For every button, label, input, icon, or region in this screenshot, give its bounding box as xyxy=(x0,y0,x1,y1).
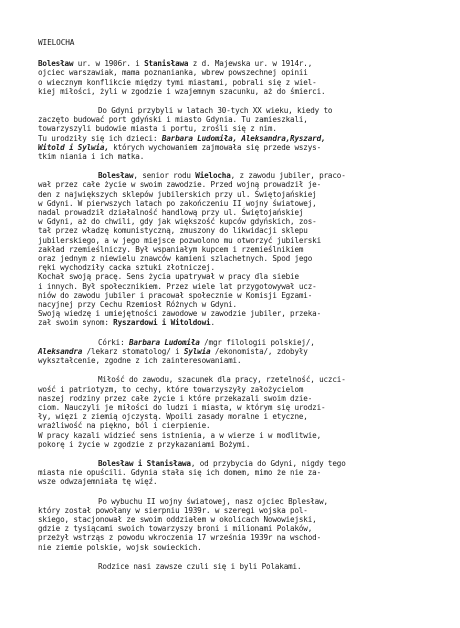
paragraph xyxy=(38,59,430,96)
paragraph xyxy=(38,459,430,487)
text-segment: nacyjnej przy Cechu Rzemiosł Różnych w Gdyni. xyxy=(38,300,237,310)
text-segment: Bolesław xyxy=(38,59,74,69)
text-segment: ojciec warszawiak, mama poznanianka, wbrew powszechnej opinii xyxy=(38,68,308,78)
text-line xyxy=(38,515,430,524)
text-segment: zakład rzemieślniczy. Był wspaniałym kupcem i rzemieślnikiem xyxy=(38,244,304,254)
text-segment: Aleksandra xyxy=(38,346,83,356)
text-segment: Barbara Ludomiła xyxy=(128,337,200,347)
text-segment: oraz jednym z niewielu znawców kamieni szlachetnych. Spod jego xyxy=(38,254,313,264)
text-segment: skiego, stacjonował ze swoim oddziałem w okolicach Nowowiejski, xyxy=(38,514,317,524)
text-segment: W pracy kazali widzieć sens istnienia, a w wierze i w modlitwie, xyxy=(38,430,321,440)
text-segment: Córki: xyxy=(98,337,129,347)
text-segment: , senior rodu xyxy=(133,171,196,181)
text-segment: towarzyszyli budowie miasta i portu, zrośli się z nim. xyxy=(38,124,277,134)
text-line xyxy=(38,440,430,449)
text-line xyxy=(38,106,430,115)
text-line xyxy=(38,347,430,356)
text-segment: ręki wychodziły cacka sztuki złotniczej. xyxy=(38,263,215,273)
text-line xyxy=(38,236,430,245)
text-line xyxy=(38,217,430,226)
text-line xyxy=(38,524,430,533)
text-segment: zał swoim synom: xyxy=(38,318,114,328)
text-segment: Tu urodziły się ich dzieci: xyxy=(38,133,162,143)
text-line xyxy=(38,263,430,272)
text-segment: wość i patriotyzm, to cechy, które towarzyszyły założycielom xyxy=(38,384,304,394)
text-segment: w Gdyni, aż do chwili, gdy jak większość kupców gdyńskich, zos- xyxy=(38,217,317,227)
text-line xyxy=(38,115,430,124)
text-line xyxy=(38,421,430,430)
text-segment: . xyxy=(210,318,215,328)
text-line xyxy=(38,477,430,486)
text-segment: pokorę i życie w zgodzie z przykazaniami Bożymi. xyxy=(38,439,251,449)
text-line xyxy=(38,134,430,143)
text-line xyxy=(38,291,430,300)
text-line xyxy=(38,254,430,263)
text-segment: Bolesław i Stanisława xyxy=(98,458,191,468)
paragraph xyxy=(38,171,430,327)
text-line xyxy=(38,143,430,152)
text-segment: o wiecznym konflikcie między tymi miastami, pobrali się z wiel- xyxy=(38,77,317,87)
text-line xyxy=(38,459,430,468)
text-line xyxy=(38,199,430,208)
paragraph xyxy=(38,338,430,366)
text-line xyxy=(38,403,430,412)
text-segment: den z największych sklepów jubilerskich przy ul. Świętojańskiej xyxy=(38,189,317,199)
text-segment: Miłość do zawodu, szacunek dla pracy, rzetelność, uczci- xyxy=(98,375,346,385)
text-segment: kiej miłości, żyli w zgodzie i wzajemnym szacunku, aż do śmierci. xyxy=(38,86,326,96)
document-body xyxy=(38,59,430,571)
text-segment: Kochał swoją pracę. Sens życia upatrywał w pracy dla siebie xyxy=(38,272,299,282)
text-line xyxy=(38,180,430,189)
text-segment: , od przybycia do Gdyni, nigdy tego xyxy=(190,458,346,468)
text-segment: niów do zawodu jubiler i pracował społecznie w Komisji Egzami- xyxy=(38,290,313,300)
text-line xyxy=(38,318,430,327)
text-line xyxy=(38,245,430,254)
paragraph xyxy=(38,497,430,552)
text-line xyxy=(38,208,430,217)
paragraph xyxy=(38,562,430,571)
text-line xyxy=(38,87,430,96)
text-line xyxy=(38,59,430,68)
text-line xyxy=(38,282,430,291)
text-segment: których wychowaniem zajmowała się przede wszys- xyxy=(108,142,321,152)
text-line xyxy=(38,412,430,421)
text-segment: naszej rodziny przez całe życie i które przekazali swoim dzie- xyxy=(38,393,313,403)
text-line xyxy=(38,356,430,365)
text-segment: /ekonomista/, zdobyły xyxy=(210,346,308,356)
text-segment: tkim niania i ich matka. xyxy=(38,152,145,162)
text-line xyxy=(38,124,430,133)
text-segment: Do Gdyni przybyli w latach 30-tych XX wieku, kiedy to xyxy=(98,106,333,116)
text-segment: nie ziemie polskie, wojsk sowieckich. xyxy=(38,542,202,552)
text-segment: , z zawodu jubiler, praco- xyxy=(230,171,346,181)
text-segment: Ryszardowi i Witoldowi xyxy=(113,318,211,328)
text-segment: Swoją wiedzę i umiejętności zawodowe w zawodzie jubiler, przeka- xyxy=(38,309,321,319)
text-line xyxy=(38,300,430,309)
text-line xyxy=(38,338,430,347)
text-segment: wykształcenie, zgodne z ich zainteresowaniami. xyxy=(38,356,242,366)
text-segment: zaczęto budować port gdyński i miasto Gdynia. Tu zamieszkali, xyxy=(38,115,308,125)
text-line xyxy=(38,497,430,506)
text-segment: /lekarz stomatolog/ i xyxy=(82,346,184,356)
paragraph xyxy=(38,106,430,161)
text-line xyxy=(38,431,430,440)
text-line xyxy=(38,190,430,199)
text-line xyxy=(38,171,430,180)
text-segment: Bolesław xyxy=(98,171,134,181)
paragraph xyxy=(38,375,430,449)
text-segment: wał przez całe życie w swoim zawodzie. Przed wojną prowadził je- xyxy=(38,180,321,190)
text-line xyxy=(38,226,430,235)
text-segment: jubilerskiego, a w jego miejsce pozwolono mu otworzyć jubilerski xyxy=(38,235,321,245)
text-segment: który został powołany w sierpniu 1939r. w szeregi wojska pol- xyxy=(38,505,308,515)
text-line xyxy=(38,309,430,318)
text-line xyxy=(38,375,430,384)
text-segment: tał przez władzę komunistyczną, zmuszony do likwidacji sklepu xyxy=(38,226,308,236)
text-segment: wsze odwzajemniała tę więź. xyxy=(38,477,158,487)
text-line xyxy=(38,543,430,552)
text-segment: z d. Majewska ur. w 1914r., xyxy=(188,59,313,69)
text-segment: Rodzice nasi zawsze czuli się i byli Polakami. xyxy=(98,561,302,571)
text-segment: Barbara Ludomiła, Aleksandra,Ryszard, xyxy=(161,133,326,143)
text-segment: Po wybuchu II wojny światowej, nasz ojciec Bplesław, xyxy=(98,496,328,506)
text-line xyxy=(38,152,430,161)
text-line xyxy=(38,68,430,77)
text-line xyxy=(38,506,430,515)
text-line xyxy=(38,385,430,394)
text-line xyxy=(38,272,430,281)
text-line xyxy=(38,562,430,571)
text-segment: Stanisława xyxy=(144,59,189,69)
text-segment: Wielocha xyxy=(195,171,231,181)
text-line xyxy=(38,533,430,542)
text-segment: ciom. Nauczyli je miłości do ludzi i miasta, w którym się urodzi- xyxy=(38,402,326,412)
text-segment: Sylwia xyxy=(183,346,211,356)
text-segment: w Gdyni. W pierwszych latach po zakończeniu II wojny światowej, xyxy=(38,198,317,208)
text-segment: ły, więzi z ziemią ojczystą. Wpoili zasady moralne i etyczne, xyxy=(38,412,308,422)
text-segment: i innych. Był społecznikiem. Przez wiele lat przygotowywał ucz- xyxy=(38,281,317,291)
text-line xyxy=(38,78,430,87)
text-segment: /mgr filologii polskiej/, xyxy=(199,337,315,347)
document-title: WIELOCHA xyxy=(38,38,75,47)
text-line xyxy=(38,394,430,403)
text-segment: wrażliwość na piękno, ból i cierpienie. xyxy=(38,421,211,431)
text-line xyxy=(38,468,430,477)
text-segment: nadal prowadził działalność handlową przy ul. Świętojańskiej xyxy=(38,208,304,218)
text-segment: Witold i Sylwia, xyxy=(38,142,109,152)
text-segment: przeżył wstrząs z powodu wkroczenia 17 września 1939r na wschod- xyxy=(38,533,321,543)
text-segment: miasta nie opuścili. Gdynia stała się ich domem, mimo że nie za- xyxy=(38,468,321,478)
text-segment: gdzie z tysiącami swoich towarzyszy broni i milionami Polaków, xyxy=(38,524,313,534)
text-segment: ur. w 1906r. i xyxy=(73,59,145,69)
